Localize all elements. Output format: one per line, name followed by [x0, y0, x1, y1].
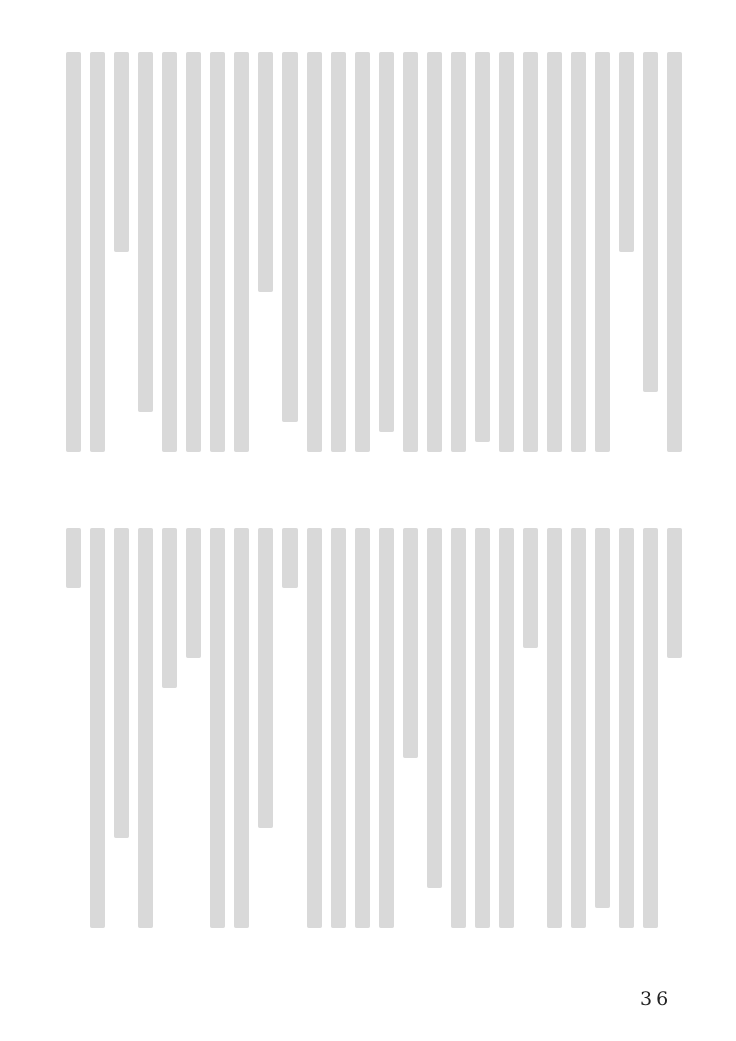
text-line-placeholder [643, 528, 658, 928]
text-line-placeholder [307, 52, 322, 452]
text-line-placeholder [571, 528, 586, 928]
text-line-placeholder [331, 528, 346, 928]
text-line-placeholder [523, 528, 538, 648]
text-line-placeholder [186, 52, 201, 452]
text-line-placeholder [499, 528, 514, 928]
text-line-placeholder [114, 528, 129, 838]
text-line-placeholder [475, 528, 490, 928]
text-line-placeholder [427, 52, 442, 452]
text-line-placeholder [379, 52, 394, 432]
text-line-placeholder [451, 528, 466, 928]
text-line-placeholder [547, 52, 562, 452]
text-line-placeholder [499, 52, 514, 452]
text-line-placeholder [186, 528, 201, 658]
page-number: 36 [640, 988, 673, 1010]
text-line-placeholder [258, 52, 273, 292]
text-line-placeholder [355, 528, 370, 928]
text-line-placeholder [355, 52, 370, 452]
text-line-placeholder [547, 528, 562, 928]
text-line-placeholder [162, 52, 177, 452]
text-line-placeholder [66, 52, 81, 452]
text-line-placeholder [427, 528, 442, 888]
text-line-placeholder [66, 528, 81, 588]
text-line-placeholder [234, 52, 249, 452]
text-line-placeholder [595, 528, 610, 908]
text-line-placeholder [162, 528, 177, 688]
text-line-placeholder [234, 528, 249, 928]
text-line-placeholder [523, 52, 538, 452]
text-line-placeholder [379, 528, 394, 928]
text-line-placeholder [138, 52, 153, 412]
text-line-placeholder [138, 528, 153, 928]
text-line-placeholder [114, 52, 129, 252]
text-line-placeholder [282, 52, 297, 422]
text-line-placeholder [475, 52, 490, 442]
text-line-placeholder [667, 52, 682, 452]
text-line-placeholder [282, 528, 297, 588]
text-line-placeholder [571, 52, 586, 452]
text-line-placeholder [307, 528, 322, 928]
text-line-placeholder [258, 528, 273, 828]
text-line-placeholder [210, 528, 225, 928]
text-line-placeholder [90, 528, 105, 928]
text-line-placeholder [667, 528, 682, 658]
text-line-placeholder [403, 52, 418, 452]
text-line-placeholder [643, 52, 658, 392]
text-line-placeholder [619, 528, 634, 928]
text-line-placeholder [619, 52, 634, 252]
text-line-placeholder [210, 52, 225, 452]
text-line-placeholder [403, 528, 418, 758]
upper-text-block [66, 52, 682, 452]
text-line-placeholder [451, 52, 466, 452]
text-line-placeholder [595, 52, 610, 452]
text-line-placeholder [90, 52, 105, 452]
lower-text-block [66, 528, 682, 932]
text-line-placeholder [331, 52, 346, 452]
